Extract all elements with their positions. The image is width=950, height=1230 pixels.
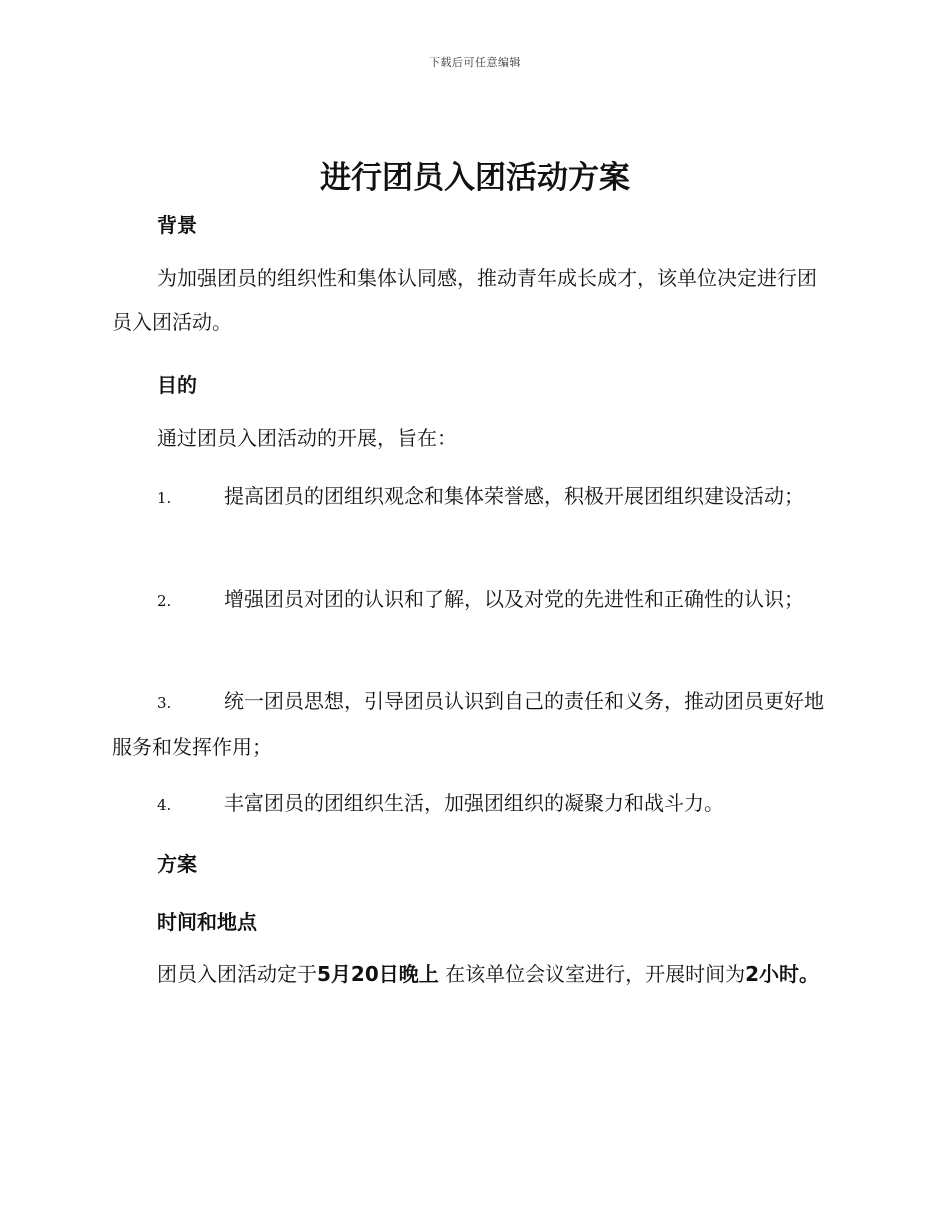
background-paragraph: 为加强团员的组织性和集体认同感，推动青年成长成才，该单位决定进行团员入团活动。 [112,266,817,334]
time-location-heading: 时间和地点 [157,910,257,934]
list-item-text: 提高团员的团组织观念和集体荣誉感，积极开展团组织建设活动； [224,484,804,508]
list-item-text: 统一团员思想，引导团员认识到自己的责任和义务，推动团员更好地服务和发挥作用； [112,689,824,759]
event-time: 5月20日晚上 [317,962,439,986]
list-item-text: 增强团员对团的认识和了解，以及对党的先进性和正确性的认识； [224,587,804,611]
plan-heading: 方案 [157,852,197,876]
purpose-list-item [112,781,834,827]
purpose-list-item [112,679,834,769]
plan-text-part: 在该单位会议室进行，开展时间为 [438,962,746,986]
time-location-paragraph [112,952,832,996]
purpose-list-item [112,577,834,623]
list-number: 3. [157,694,172,712]
list-number: 2. [157,592,172,610]
header-note: 下载后可任意编辑 [429,56,521,69]
list-number: 1. [157,489,172,507]
purpose-heading: 目的 [157,373,197,397]
event-duration: 2小时。 [745,962,820,986]
list-item-text: 丰富团员的团组织生活，加强团组织的凝聚力和战斗力。 [224,791,724,815]
plan-text-part: 团员入团活动定于 [157,962,317,986]
document-title: 进行团员入团活动方案 [320,160,630,196]
purpose-list-item [112,474,834,520]
purpose-intro: 通过团员入团活动的开展，旨在： [157,426,457,450]
background-heading: 背景 [157,213,197,237]
list-number: 4. [157,796,172,814]
